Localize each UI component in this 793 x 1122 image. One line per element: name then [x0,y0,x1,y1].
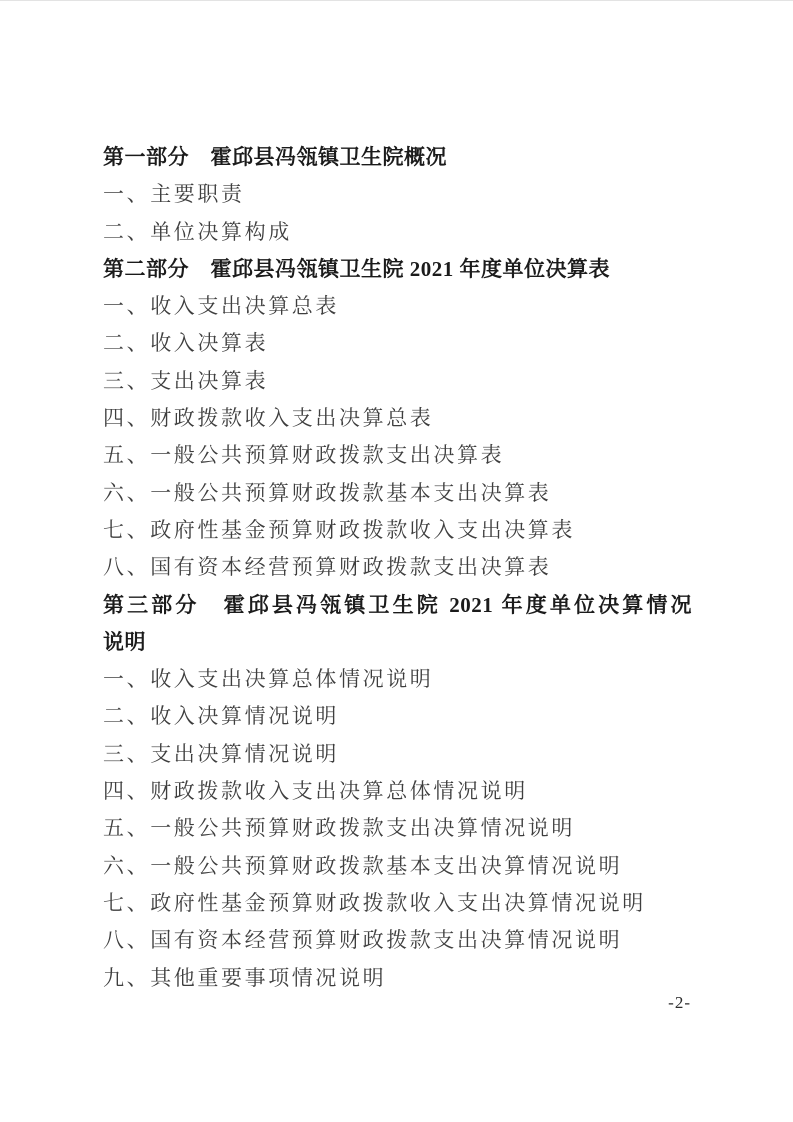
part1-item-1: 一、主要职责 [103,182,245,207]
part3-item-1: 一、收入支出决算总体情况说明 [103,667,434,692]
part3-heading-line2: 说明 [103,629,146,654]
part3-item-9: 九、其他重要事项情况说明 [103,965,387,990]
part2-heading: 第二部分 霍邱县冯瓴镇卫生院 2021 年度单位决算表 [103,256,610,281]
table-of-contents [103,139,692,997]
part3-item-5: 五、一般公共预算财政拨款支出决算情况说明 [103,816,575,841]
part2-item-6: 六、一般公共预算财政拨款基本支出决算表 [103,480,552,505]
part1-heading: 第一部分 霍邱县冯瓴镇卫生院概况 [103,145,447,169]
part3-item-6: 六、一般公共预算财政拨款基本支出决算情况说明 [103,853,623,878]
part3-item-3: 三、支出决算情况说明 [103,741,339,766]
part2-item-8: 八、国有资本经营预算财政拨款支出决算表 [103,555,552,580]
part2-item-7: 七、政府性基金预算财政拨款收入支出决算表 [103,517,575,542]
part2-item-2: 二、收入决算表 [103,331,269,356]
part2-item-5: 五、一般公共预算财政拨款支出决算表 [103,443,505,468]
page-number: -2- [668,993,691,1012]
part2-item-1: 一、收入支出决算总表 [103,294,339,319]
part3-item-8: 八、国有资本经营预算财政拨款支出决算情况说明 [103,928,623,953]
part3-heading-line1: 第三部分 霍邱县冯瓴镇卫生院 2021 年度单位决算情况 [103,592,692,617]
part2-item-4: 四、财政拨款收入支出决算总表 [103,406,434,431]
scan-edge-line [0,0,793,1]
part3-item-2: 二、收入决算情况说明 [103,704,339,729]
part1-item-2: 二、单位决算构成 [103,219,292,244]
part3-item-7: 七、政府性基金预算财政拨款收入支出决算情况说明 [103,890,646,915]
part2-item-3: 三、支出决算表 [103,368,269,393]
part3-item-4: 四、财政拨款收入支出决算总体情况说明 [103,779,528,804]
